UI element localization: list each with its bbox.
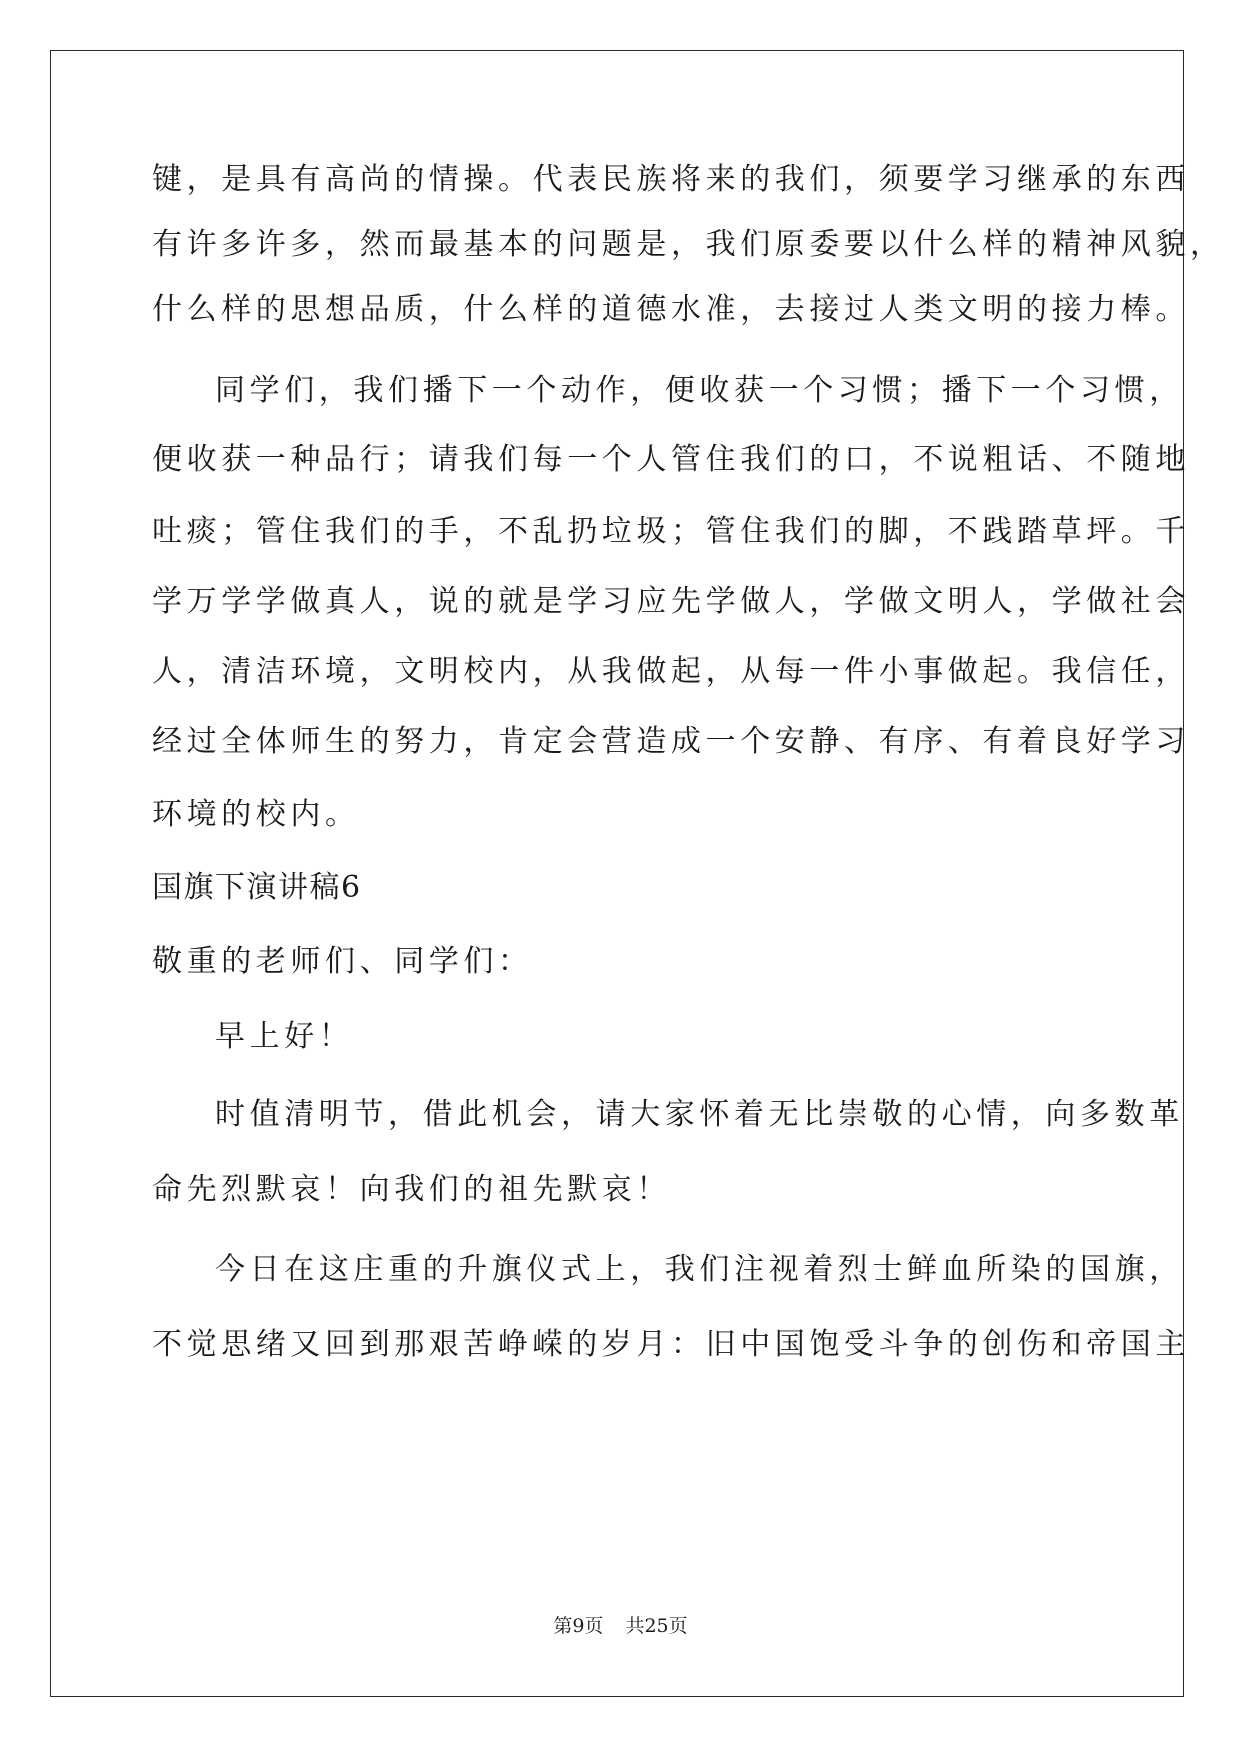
greeting: 早上好！ bbox=[215, 1019, 354, 1054]
paragraph-line: 吐痰；管住我们的手，不乱扔垃圾；管住我们的脚，不践踏草坪。千 bbox=[152, 514, 1190, 549]
paragraph-line: 同学们，我们播下一个动作，便收获一个习惯；播下一个习惯， bbox=[215, 373, 1184, 408]
paragraph-line: 经过全体师生的努力，肯定会营造成一个安静、有序、有着良好学习 bbox=[152, 724, 1190, 759]
paragraph-line: 键，是具有高尚的情操。代表民族将来的我们，须要学习继承的东西 bbox=[152, 162, 1190, 197]
page-total: 共25页 bbox=[625, 1615, 688, 1637]
paragraph-line: 时值清明节，借此机会，请大家怀着无比崇敬的心情，向多数革 bbox=[215, 1097, 1184, 1132]
paragraph-line: 有许多许多，然而最基本的问题是，我们原委要以什么样的精神风貌， bbox=[152, 227, 1225, 262]
paragraph-line: 什么样的思想品质，什么样的道德水准，去接过人类文明的接力棒。 bbox=[152, 292, 1190, 327]
page-number: 第9页 bbox=[553, 1615, 604, 1637]
salutation: 敬重的老师们、同学们： bbox=[152, 944, 533, 979]
paragraph-line: 命先烈默哀！向我们的祖先默哀！ bbox=[152, 1172, 671, 1207]
paragraph-line: 不觉思绪又回到那艰苦峥嵘的岁月：旧中国饱受斗争的创伤和帝国主 bbox=[152, 1327, 1190, 1362]
paragraph-line: 今日在这庄重的升旗仪式上，我们注视着烈士鲜血所染的国旗， bbox=[215, 1252, 1184, 1287]
page-footer bbox=[0, 1614, 1241, 1638]
paragraph-line: 便收获一种品行；请我们每一个人管住我们的口，不说粗话、不随地 bbox=[152, 442, 1190, 477]
paragraph-line: 学万学学做真人，说的就是学习应先学做人，学做文明人，学做社会 bbox=[152, 584, 1190, 619]
paragraph-line: 人，清洁环境，文明校内，从我做起，从每一件小事做起。我信任， bbox=[152, 654, 1190, 689]
section-heading: 国旗下演讲稿6 bbox=[152, 870, 362, 905]
paragraph-line: 环境的校内。 bbox=[152, 797, 360, 832]
